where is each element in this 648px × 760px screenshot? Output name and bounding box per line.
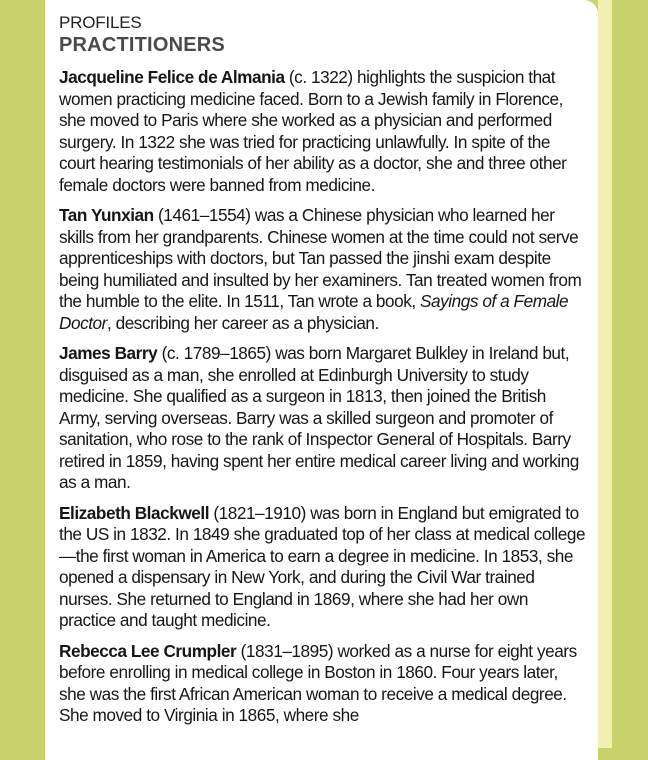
profile-text: (1461–1554) was a Chinese physician who learned her skills from her grandparents. Chinese women at the time could not serve apprenticeships with doctors, but Tan passed the jinshi exam despite being humiliated and insulted by her examiners. Tan treated women from the humble to the elite. In 1511, Tan wrote a book, — [59, 205, 582, 311]
profile-paragraph — [59, 503, 588, 632]
profile-name: Jacqueline Felice de Almania — [59, 67, 285, 87]
profile-text-after: , describing her career as a physician. — [106, 312, 379, 333]
profile-name: Elizabeth Blackwell — [59, 502, 210, 523]
profile-name: James Barry — [59, 343, 158, 363]
profile-paragraph — [59, 641, 588, 727]
profile-text: (c. 1322) highlights the suspicion that women practicing medicine faced. Born to a Jewish family in Florence, she moved to Paris where she worked as a physician and performed surgery. In 1322 she was tried for practicing unlawfully. In spite of the court hearing testimonials of her ability as a doctor, she and three other female doctors were banned from medicine. — [59, 67, 567, 195]
page-margin-left — [0, 0, 45, 748]
profile-text: (1831–1895) worked as a nurse for eight years before enrolling in medical college in Boston in 1860. Four years later, she was the first African American woman to receive a medical degree. She moved to Virginia in 1865, where she — [59, 640, 577, 725]
page-edge-strip — [598, 0, 612, 748]
book-title: Sayings of a Female Doctor — [59, 291, 569, 333]
section-title: PRACTITIONERS — [59, 34, 225, 56]
profile-text: (c. 1789–1865) was born Margaret Bulkley in Ireland but, disguised as a man, she enrolled at Edinburgh University to study medicine. She qualified as a surgeon in 1813, then joined the British Army, serving overseas. Barry was a skilled surgeon and promoter of sanitation, who rose to the rank of Inspector General of Hospitals. Barry retired in 1859, having spent her entire medical career living and working as a man. — [59, 343, 579, 492]
profile-name: Tan Yunxian — [59, 205, 154, 225]
profile-paragraph — [59, 67, 588, 196]
profiles-panel — [45, 0, 598, 760]
profile-paragraph — [59, 343, 588, 494]
section-kicker: PROFILES — [59, 13, 142, 32]
profile-name: Rebecca Lee Crumpler — [59, 640, 237, 661]
profile-text: (1821–1910) was born in England but emigrated to the US in 1832. In 1849 she graduated top of her class at medical college—the first woman in America to earn a degree in medicine. In 1853, she opened a dispensary in New York, and during the Civil War trained nurses. She returned to England in 1869, where she had her own practice and taught medicine. — [59, 502, 586, 630]
profile-paragraph — [59, 205, 588, 334]
page-margin-right — [598, 0, 648, 748]
